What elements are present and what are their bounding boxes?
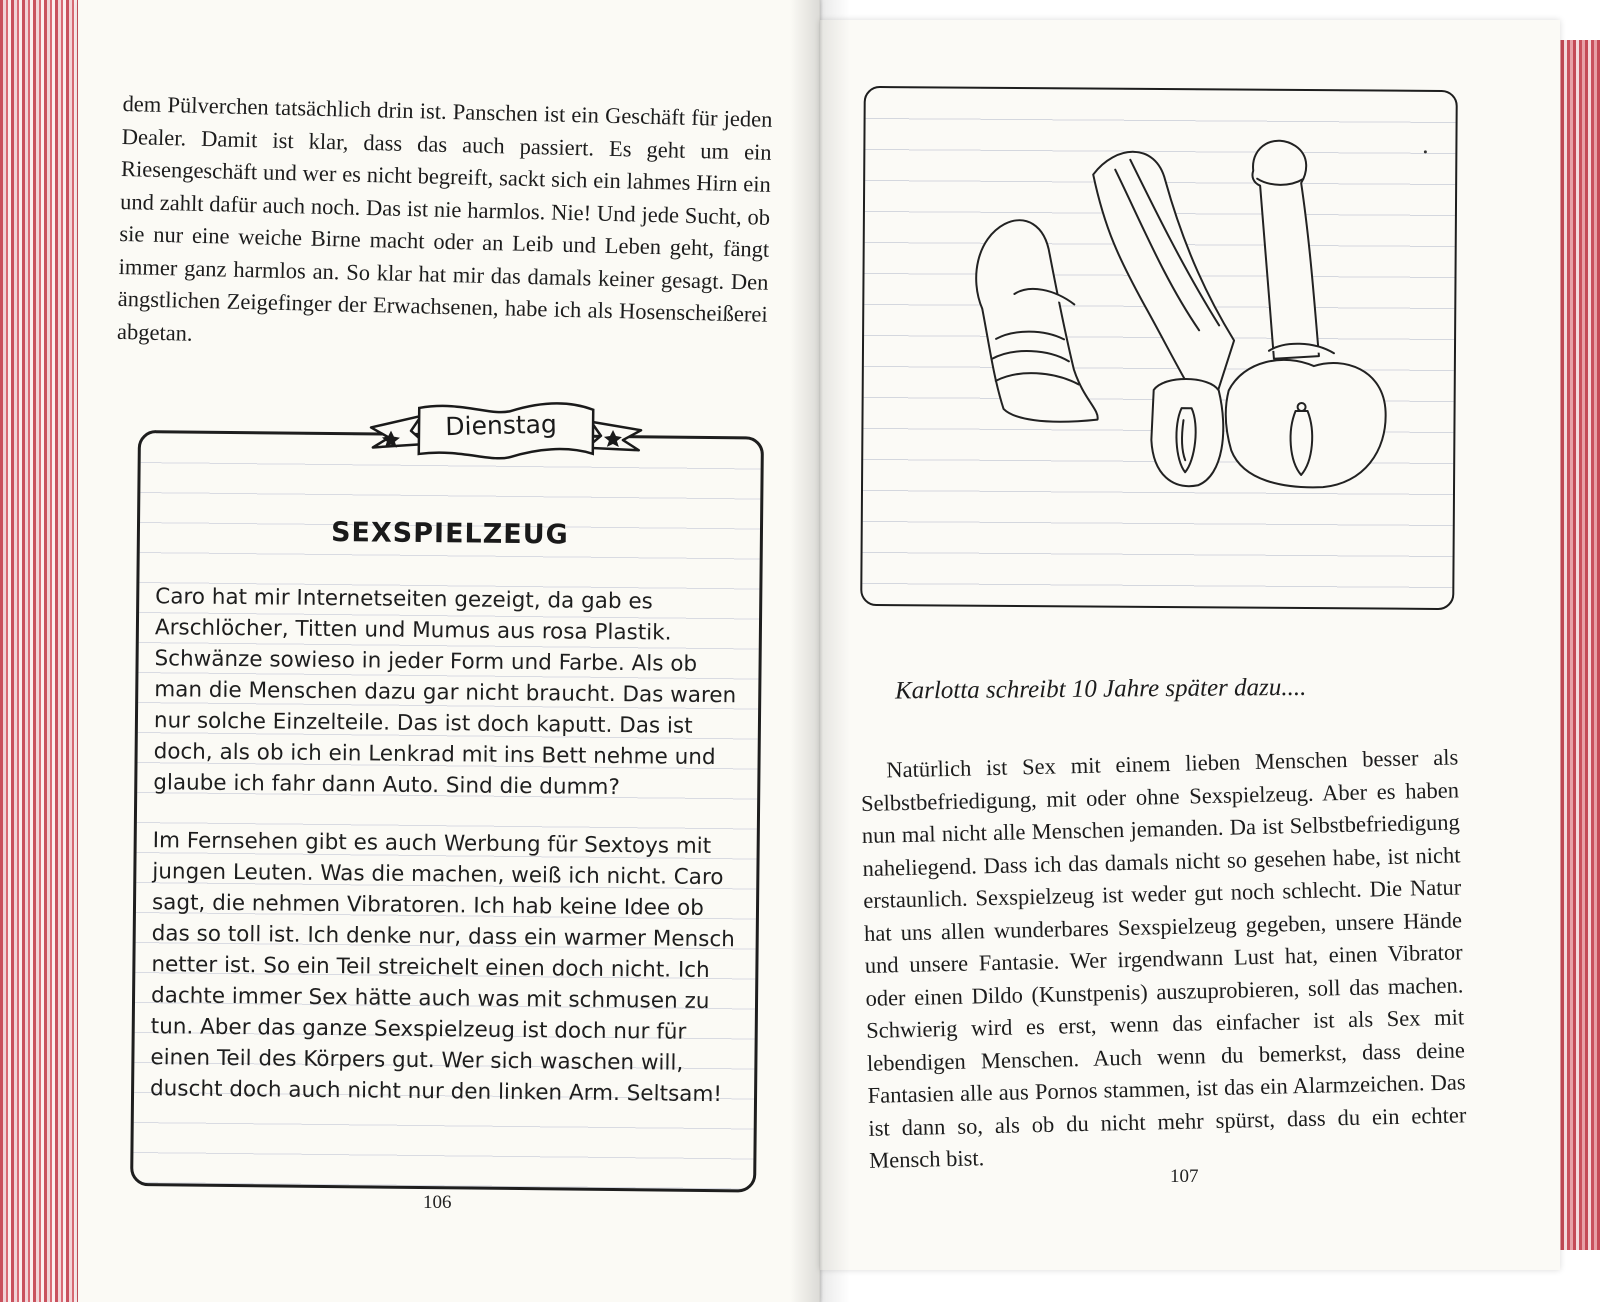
right-body-text [860,741,1467,1177]
left-page [78,0,820,1302]
later-heading: Karlotta schreibt 10 Jahre später dazu.... [894,673,1307,705]
left-paragraph: dem Pülverchen tatsächlich drin ist. Panschen ist ein Geschäft für jeden Dealer. Damit ist klar, dass das auch passiert. Es geht um ein Riesengeschäft und wer es nicht begreift, sackt sich ein lahmes Hirn ein und zahlt dafür auch noch. Das ist nie harmlos. Nie! Und jede Sucht, ob sie nur eine weiche Birne macht oder an Leib und Leben geht, fängt immer ganz harmlos an. So klar hat mir das damals keiner gesagt. Den ängstlichen Zeigefinger der Erwachsenen, habe ich als Hosenscheißerei abgetan. [116,90,773,346]
diary-title: SEXSPIELZEUG [330,517,569,551]
line-drawing-icon [862,88,1456,608]
right-paragraph: Natürlich ist Sex mit einem lieben Menschen besser als Selbstbefriedigung, mit oder ohne Sexspielzeug. Aber es haben nun mal nicht alle Menschen jemanden. Da ist Selbstbefriedigung naheliegend. Dass ich das damals nicht so gesehen habe, ist nicht erstaunlich. Sexspielzeug ist weder gut noch schlecht. Die Natur hat uns allen wunderbares Sexspielzeug gegeben, unsere Hände und unsere Fantasie. Wer irgendwann Lust hat, einen Vibrator oder einen Dildo (Kunstpenis) auszuprobieren, soll das machen. Schwierig wird es erst, wenn das einfacher ist als Sex mit lebendigen Menschen. Auch wenn du bemerkst, dass deine Fantasien alle aus Pornos stammen, ist das ein Alarmzeichen. Das ist dann so, als ob du nicht mehr spürst, dass du ein echter Mensch bist. [860,744,1467,1173]
page-number-right: 107 [1170,1166,1199,1187]
day-banner [351,385,662,478]
left-body-text [117,88,773,364]
page-number-left: 106 [423,1192,452,1213]
diary-paragraph-2 [150,825,738,1110]
left-page-edge [0,0,78,1302]
right-page [820,20,1560,1270]
diary-paragraph-1 [153,581,740,804]
diary-paragraph-1-text: Caro hat mir Internetseiten gezeigt, da gab es Arschlöcher, Titten und Mumus aus rosa Plastik. Schwänze sowieso in jeder Form und Farbe. Als ob man die Menschen dazu gar nicht braucht. Das waren nur solche Einzelteile. Das ist doch kaputt. Das ist doch, als ob ich ein Lenkrad mit ins Bett nehme und glaube ich fahr dann Auto. Sind die dumm? [153,584,737,801]
diary-box [130,409,764,1193]
illustration-box [860,86,1458,610]
diary-paragraph-2-text: Im Fernsehen gibt es auch Werbung für Sextoys mit jungen Leuten. Was die machen, weiß ich nicht. Caro sagt, die nehmen Vibratoren. Ich hab keine Idee ob das so toll ist. Ich denke nur, dass ein warmer Mensch netter ist. So ein Teil streichelt einen doch nicht. Ich dachte immer Sex hätte auch was mit schmusen zu tun. Aber das ganze Sexspielzeug ist doch nur für einen Teil des Körpers gut. Wer sich waschen will, duscht doch auch nicht nur den linken Arm. Seltsam! [149,828,735,1108]
day-label: Dienstag [444,409,558,442]
